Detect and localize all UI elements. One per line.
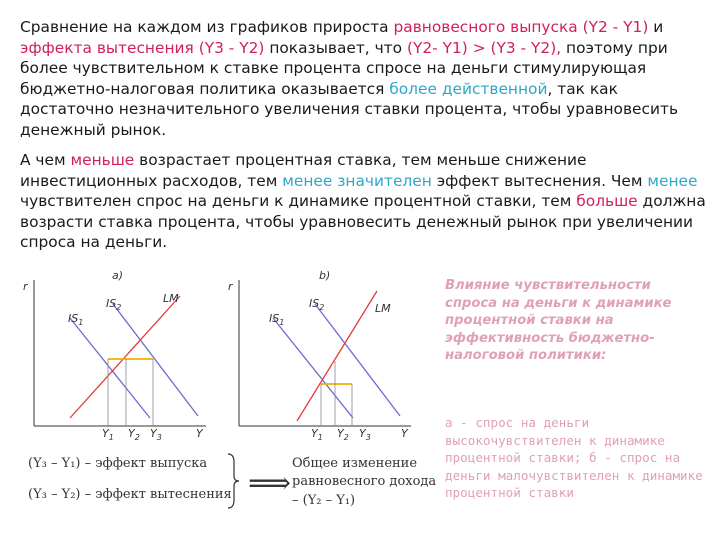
text-segment: возрастает процентная ставка, тем меньше снижение инвестиционных расходов, тем — [20, 151, 587, 190]
y-axis-label: Y — [196, 427, 203, 440]
text-segment: показывает, что — [264, 38, 407, 57]
is1-label: $IS_1$ — [68, 312, 84, 327]
text-segment: чувствителен спрос на деньги к динамике процентной ставки, тем — [20, 192, 577, 210]
total-change-line-3: – (Y₂ – Y₁) — [292, 493, 356, 508]
is2-label: $IS_2$ — [309, 297, 325, 312]
figure-caption: Влияние чувствительности спроса на деньги к динамике процентной ставки на эффективность бюджетно-налоговой политики: — [445, 278, 672, 363]
lm-label: LM — [163, 292, 179, 305]
text-segment: А чем — [20, 151, 71, 169]
r-axis-label: r — [23, 280, 28, 293]
total-change-line-1: Общее изменение — [292, 456, 418, 471]
highlight-more: больше — [576, 192, 638, 210]
highlight-less-significant: менее значителен — [282, 171, 432, 190]
lm-curve — [297, 291, 377, 421]
highlight-output-growth: равновесного выпуска (Y2 - Y1) — [393, 18, 649, 36]
implies-arrow-icon: ⟹ — [248, 466, 292, 501]
is2-curve — [315, 304, 400, 416]
figure-note: а - спрос на деньги высокочувствителен к динамике процентной ставки; б - спрос на деньги малочувствителен к динамике процентной ставки — [445, 415, 703, 501]
is-lm-graph-a — [20, 266, 220, 441]
y1-label: $Y_1$ — [311, 427, 323, 441]
panel-label: b) — [319, 269, 331, 282]
y3-label: $Y_3$ — [150, 427, 162, 441]
y1-label: $Y_1$ — [102, 427, 114, 441]
text-segment: , так как достаточно незначительного увеличения ставки процента, чтобы уравновесить денежный рынок. — [20, 79, 679, 139]
is1-curve — [70, 318, 150, 418]
text-segment: поэтому при более чувствительном к ставке процента спросе на деньги стимулирующая бюджетно-налоговая политика оказывается — [20, 38, 668, 98]
text-segment: должна возрасти ставка процента, чтобы уравновесить денежный рынок при увеличении спроса на деньги. — [20, 192, 706, 251]
lm-label: LM — [375, 302, 391, 315]
crowding-out-formula: (Y₃ – Y₂) – эффект вытеснения — [28, 487, 232, 502]
r-axis-label: r — [228, 280, 233, 293]
paragraph-2 — [20, 150, 710, 253]
y-axis-label: Y — [401, 427, 408, 440]
paragraph-1 — [20, 17, 710, 140]
panel-label: а) — [112, 269, 124, 282]
is2-label: $IS_2$ — [106, 297, 122, 312]
lm-curve — [70, 296, 180, 418]
highlight-more-effective: более действенной — [389, 79, 548, 98]
is1-curve — [273, 318, 353, 418]
is1-label: $IS_1$ — [269, 312, 285, 327]
output-effect-formula: (Y₃ – Y₁) – эффект выпуска — [28, 456, 208, 471]
curly-brace — [226, 452, 240, 510]
total-change-line-2: равновесного дохода — [292, 474, 437, 489]
y2-label: $Y_2$ — [128, 427, 140, 441]
y2-label: $Y_2$ — [337, 427, 349, 441]
highlight-y3-y2: (Y3 - Y2) — [198, 38, 265, 57]
highlight-less: меньше — [70, 151, 135, 169]
text-segment: эффект вытеснения. Чем — [431, 171, 648, 190]
text-segment: и — [648, 18, 664, 36]
y3-label: $Y_3$ — [359, 427, 371, 441]
highlight-comparison: (Y2- Y1) > (Y3 - Y2), — [406, 38, 562, 57]
highlight-less-sensitive: менее — [647, 171, 698, 190]
text-segment: Сравнение на каждом из графиков прироста — [20, 18, 394, 36]
highlight-crowding-out: эффекта вытеснения — [20, 38, 194, 57]
is-lm-graph-b — [225, 266, 425, 441]
